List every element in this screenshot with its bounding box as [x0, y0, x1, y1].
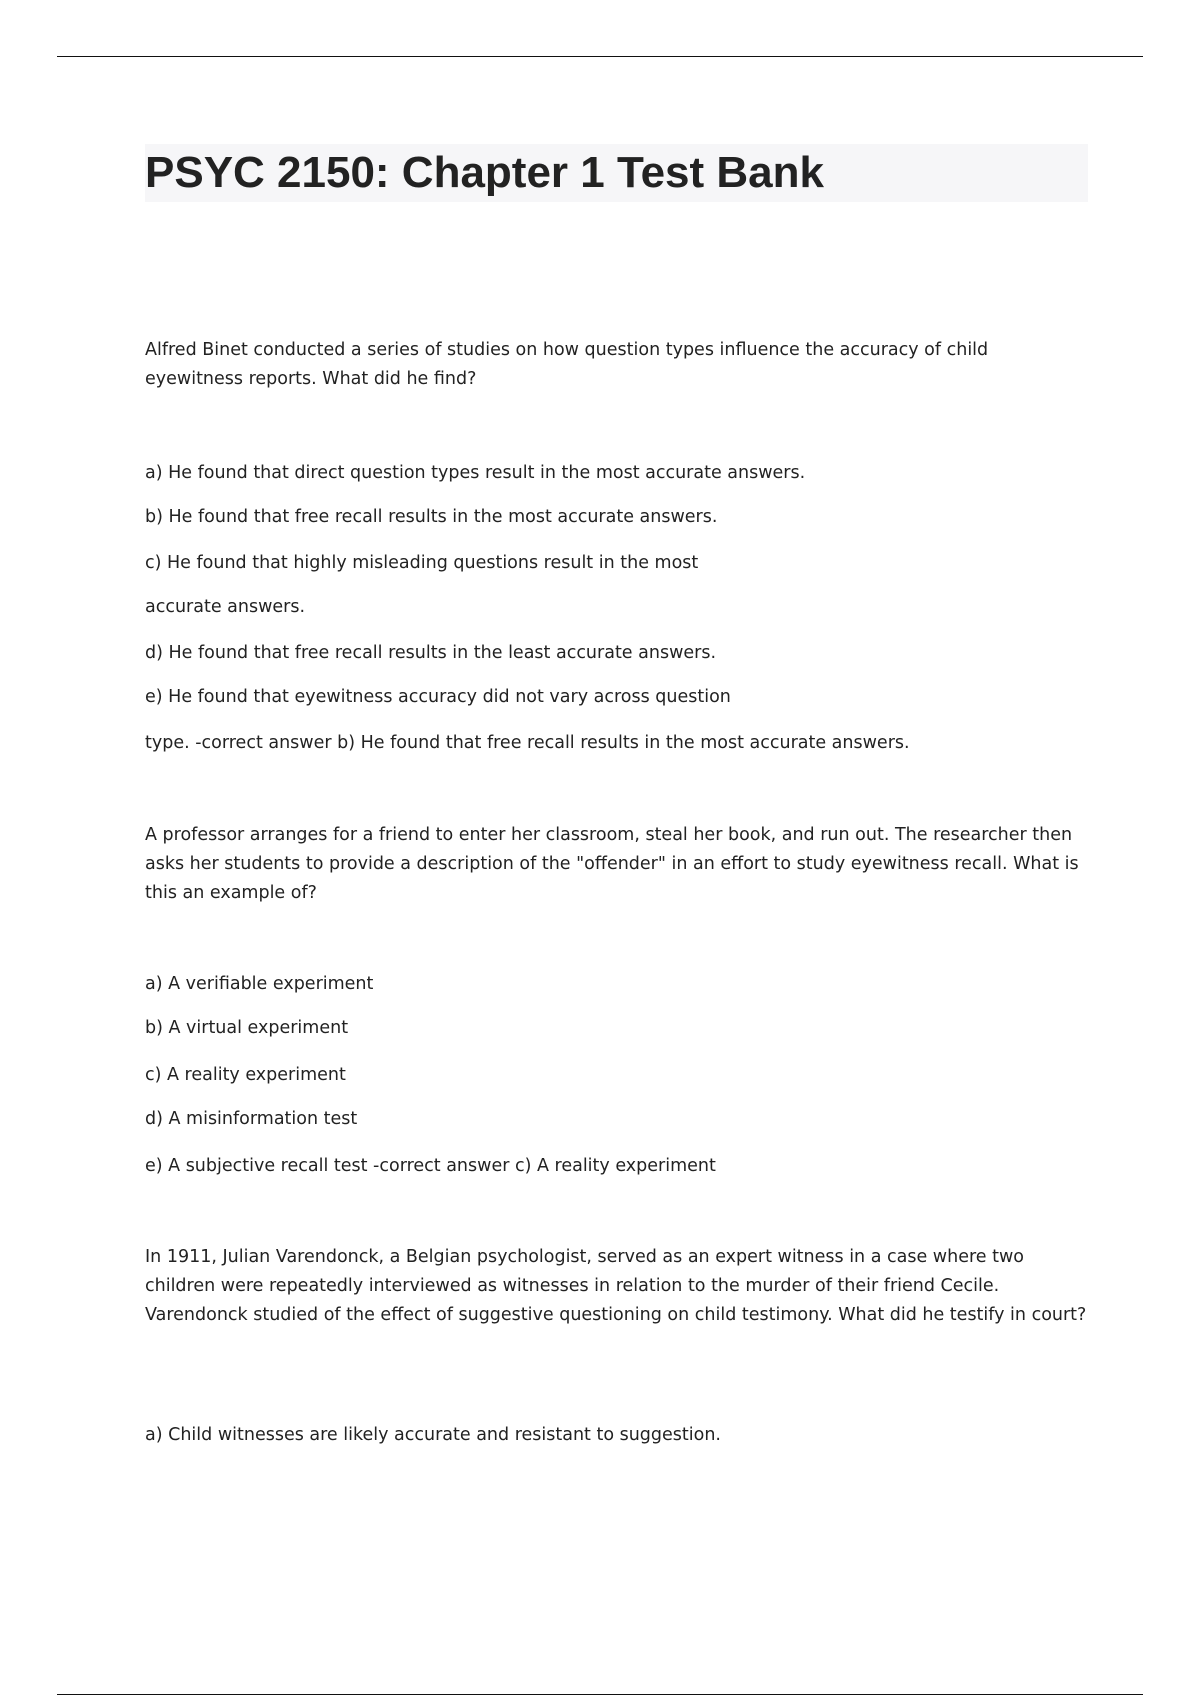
question-1-option-a: a) He found that direct question types result in the most accurate answers.: [145, 463, 806, 483]
question-1-option-e: e) He found that eyewitness accuracy did not vary across question: [145, 687, 731, 707]
page-title: PSYC 2150: Chapter 1 Test Bank: [145, 148, 824, 197]
question-1-option-c: c) He found that highly misleading questions result in the most: [145, 553, 699, 573]
question-2-option-c: c) A reality experiment: [145, 1065, 346, 1085]
question-1-option-b: b) He found that free recall results in the most accurate answers.: [145, 507, 718, 527]
question-2-answer: e) A subjective recall test -correct answer c) A reality experiment: [145, 1156, 716, 1176]
question-2-option-d: d) A misinformation test: [145, 1109, 358, 1129]
bottom-rule: [57, 1694, 1143, 1695]
question-1-answer: type. -correct answer b) He found that free recall results in the most accurate answers.: [145, 733, 910, 753]
question-1-option-c-cont: accurate answers.: [145, 597, 306, 617]
question-3-prompt: In 1911, Julian Varendonck, a Belgian psychologist, served as an expert witness in a case where two children were repeatedly interviewed as witnesses in relation to the murder of their friend Cecile. Varendonck studied of the effect of suggestive questioning on child testimony. What did he testify in court?: [145, 1247, 1087, 1325]
question-3-option-a: a) Child witnesses are likely accurate and resistant to suggestion.: [145, 1425, 721, 1445]
top-rule: [57, 56, 1143, 57]
question-2-prompt: A professor arranges for a friend to enter her classroom, steal her book, and run out. The researcher then asks her students to provide a description of the "offender" in an effort to study eyewitness recall. What is this an example of?: [145, 825, 1079, 903]
question-1-prompt: Alfred Binet conducted a series of studies on how question types influence the accuracy of child eyewitness reports. What did he find?: [145, 340, 989, 389]
question-1-option-d: d) He found that free recall results in the least accurate answers.: [145, 643, 717, 663]
question-2-option-b: b) A virtual experiment: [145, 1018, 349, 1038]
question-2-option-a: a) A verifiable experiment: [145, 974, 374, 994]
